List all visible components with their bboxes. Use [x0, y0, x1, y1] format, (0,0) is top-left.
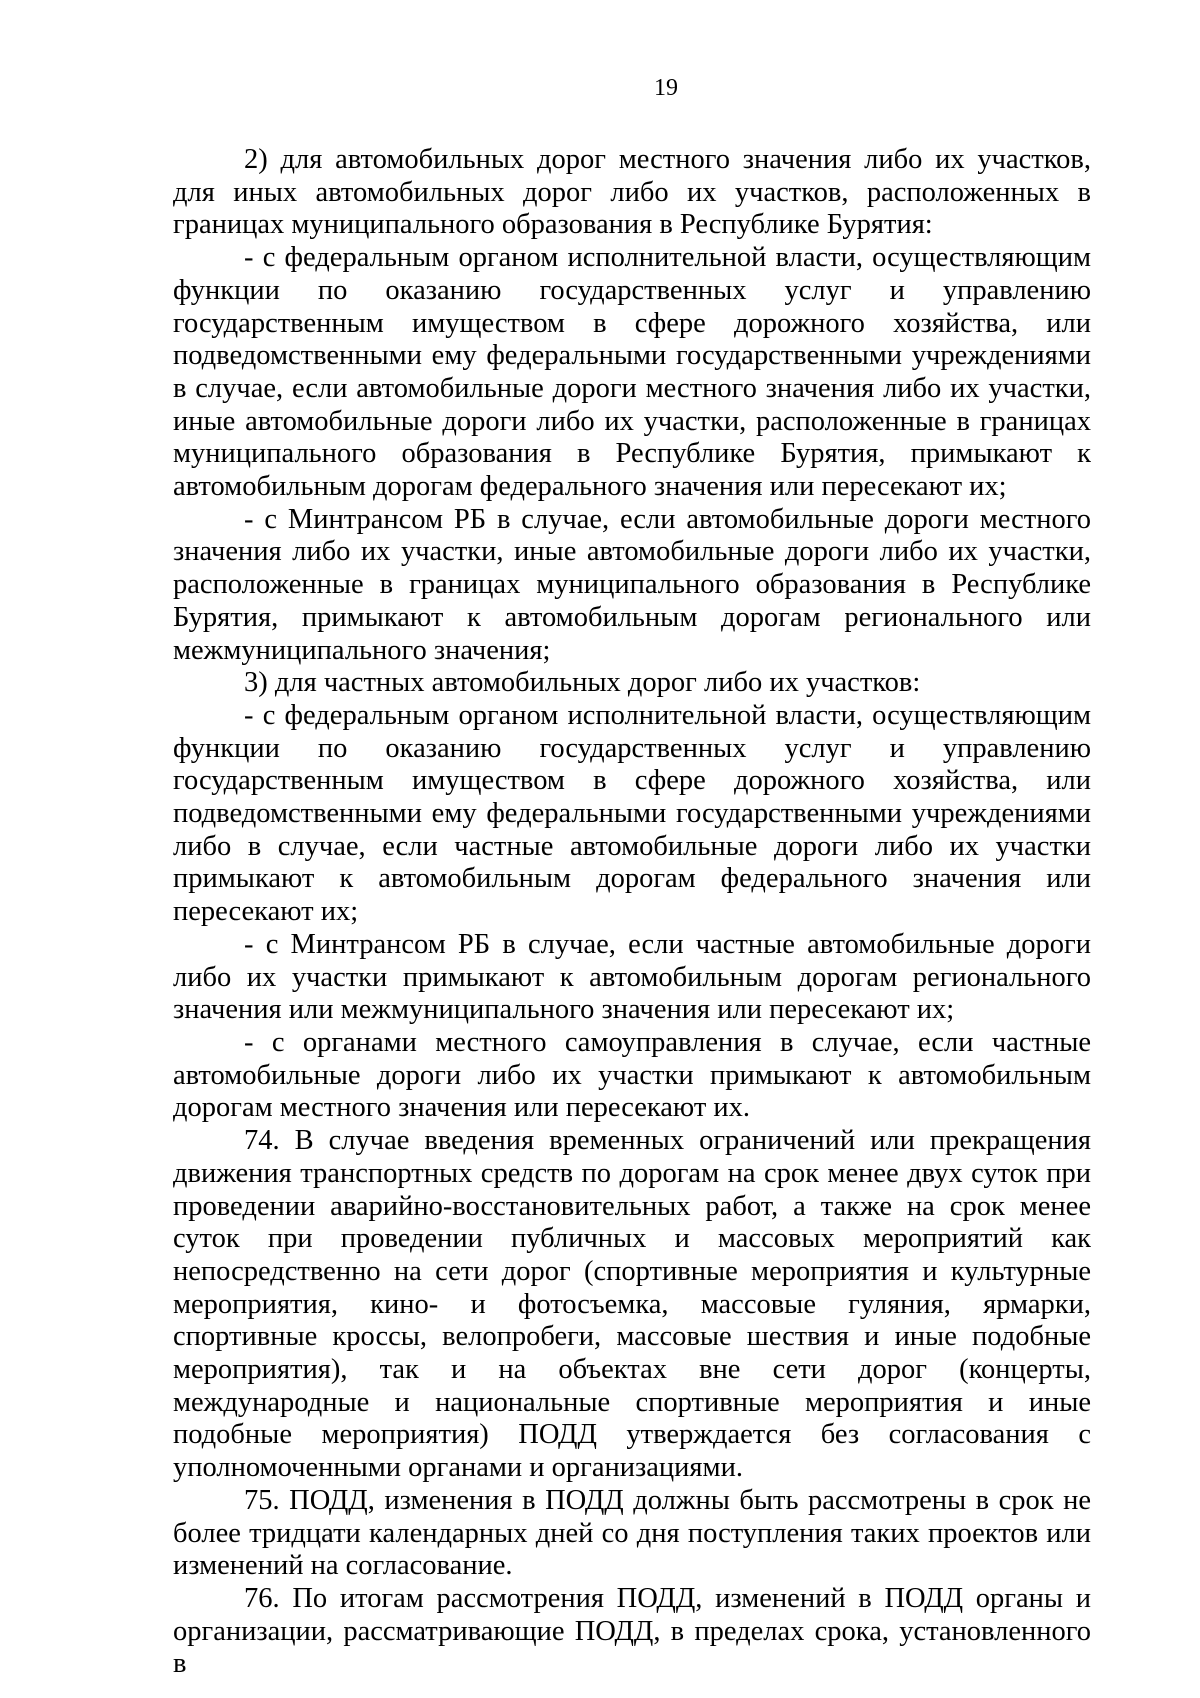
page-number: 19 [654, 75, 678, 101]
paragraph-mintrans: - с Минтрансом РБ в случае, если автомобильные дороги местного значения либо их участки, иные автомобильные дороги либо их участки, расположенные в границах муниципального образования в Республике Бурятия, примыкают к автомобильным дорогам регионального или межмуниципального значения; [173, 503, 1091, 666]
paragraph-75: 75. ПОДД, изменения в ПОДД должны быть рассмотрены в срок не более тридцати календарных дней со дня поступления таких проектов или изменений на согласование. [173, 1484, 1091, 1582]
paragraph-item-2: 2) для автомобильных дорог местного значения либо их участков, для иных автомобильных дорог либо их участков, расположенных в границах муниципального образования в Республике Бурятия: [173, 144, 1091, 241]
paragraph-local-government: - с органами местного самоуправления в случае, если частные автомобильные дороги либо их участки примыкают к автомобильным дорогам местного значения или пересекают их. [173, 1026, 1091, 1124]
paragraph-74: 74. В случае введения временных ограничений или прекращения движения транспортных средств по дорогам на срок менее двух суток при проведении аварийно-восстановительных работ, а также на срок менее суток при проведении публичных и массовых мероприятий как непосредственно на сети дорог (спортивные мероприятия и культурные мероприятия, кино- и фотосъемка, массовые гуляния, ярмарки, спортивные кроссы, велопробеги, массовые шествия и иные подобные мероприятия), так и на объектах вне сети дорог (концерты, международные и национальные спортивные мероприятия и иные подобные мероприятия) ПОДД утверждается без согласования с уполномоченными органами и организациями. [173, 1125, 1091, 1484]
paragraph-76: 76. По итогам рассмотрения ПОДД, изменений в ПОДД органы и организации, рассматривающие ПОДД, в пределах срока, установленного в [173, 1582, 1091, 1680]
document-body [173, 144, 1091, 1681]
paragraph-item-3: 3) для частных автомобильных дорог либо их участков: [244, 667, 921, 699]
paragraph-federal-body: - с федеральным органом исполнительной власти, осуществляющим функции по оказанию государственных услуг и управлению государственным имуществом в сфере дорожного хозяйства, или подведомственными ему федеральными государственными учреждениями в случае, если автомобильные дороги местного значения либо их участки, иные автомобильные дороги либо их участки, расположенные в границах муниципального образования в Республике Бурятия, примыкают к автомобильным дорогам федерального значения или пересекают их; [173, 242, 1091, 503]
paragraph-federal-body-private: - с федеральным органом исполнительной власти, осуществляющим функции по оказанию государственных услуг и управлению государственным имуществом в сфере дорожного хозяйства, или подведомственными ему федеральными государственными учреждениями либо в случае, если частные автомобильные дороги либо их участки примыкают к автомобильным дорогам федерального значения или пересекают их; [173, 699, 1091, 928]
paragraph-mintrans-private: - с Минтрансом РБ в случае, если частные автомобильные дороги либо их участки примыкают к автомобильным дорогам регионального значения или межмуниципального значения или пересекают их; [173, 928, 1091, 1026]
